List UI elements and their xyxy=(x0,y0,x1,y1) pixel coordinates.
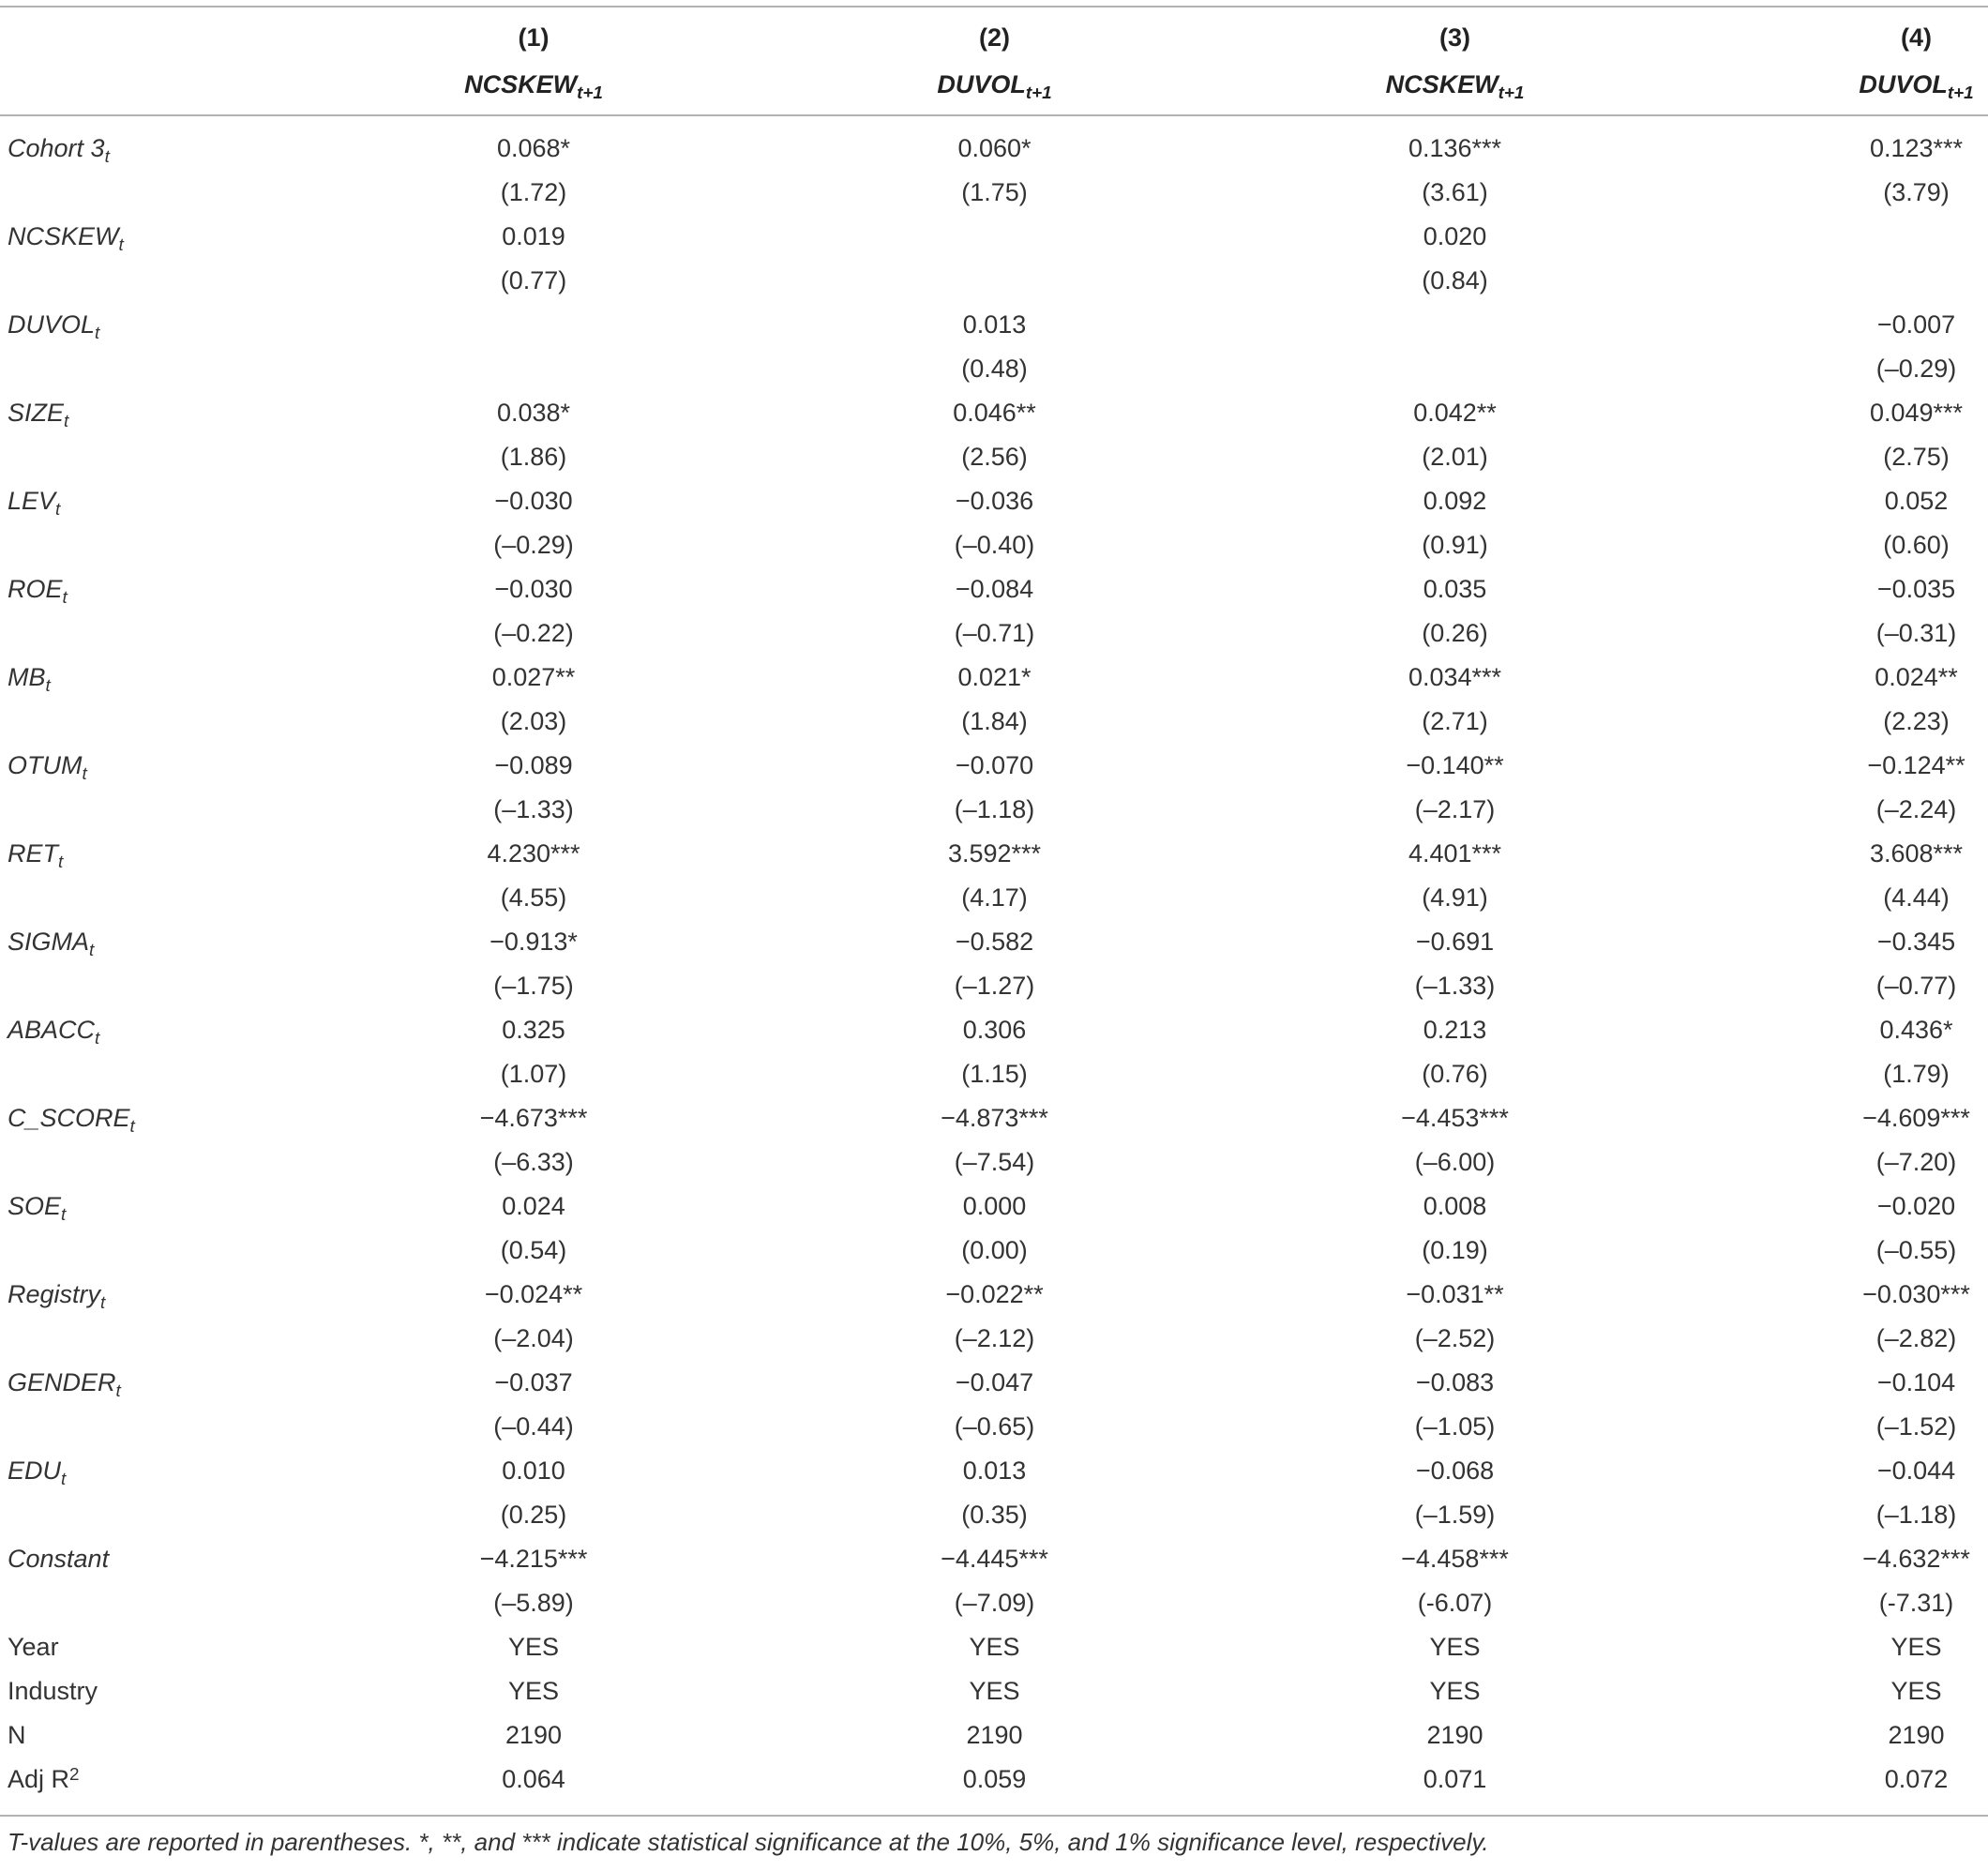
t-value-cell: (–6.00) xyxy=(1414,1148,1496,1176)
coefficient-row xyxy=(0,567,1988,611)
stat-cell: 2190 xyxy=(505,1721,563,1749)
coefficient-cell: 3.608*** xyxy=(1869,839,1964,868)
t-value-cell: (2.03) xyxy=(500,707,567,735)
coefficient-cell: 0.136*** xyxy=(1408,134,1502,162)
t-value-cell: (–0.40) xyxy=(954,531,1035,559)
t-value-cell: (0.77) xyxy=(500,266,567,294)
header-row-dependent-variables xyxy=(0,60,1988,116)
header-corner xyxy=(0,53,303,60)
subscript: t xyxy=(129,1117,135,1138)
column-number: (3) xyxy=(1439,23,1470,52)
t-value-cell: (0.91) xyxy=(1422,531,1488,559)
variable-name: DUVOL xyxy=(8,310,96,339)
superscript: 2 xyxy=(69,1764,80,1785)
variable-name: Registry xyxy=(8,1280,101,1308)
row-label xyxy=(0,575,303,609)
variable-name: Constant xyxy=(8,1545,110,1573)
subscript: t xyxy=(89,941,95,961)
row-label xyxy=(0,1765,303,1794)
coefficient-cell: 0.052 xyxy=(1884,487,1949,515)
coefficient-cell: 0.038* xyxy=(496,399,571,427)
t-value-cell: (-7.31) xyxy=(1878,1589,1954,1617)
t-value-cell: (1.84) xyxy=(961,707,1028,735)
t-value-cell: (–0.65) xyxy=(954,1412,1035,1441)
subscript: t xyxy=(118,235,124,256)
t-value-cell: (0.76) xyxy=(1422,1060,1488,1088)
t-value-cell: (–1.75) xyxy=(493,972,574,1000)
variable-name: RET xyxy=(8,839,58,868)
coefficient-cell: −0.582 xyxy=(955,928,1034,956)
t-value-cell: (4.91) xyxy=(1422,883,1488,912)
row-label xyxy=(0,1633,303,1662)
subscript: t xyxy=(104,147,110,168)
t-value-cell: (–2.17) xyxy=(1414,795,1496,823)
subscript: t+1 xyxy=(1947,83,1974,104)
coefficient-cell: 0.024 xyxy=(502,1192,565,1220)
t-value-row xyxy=(0,435,1988,479)
subscript: t xyxy=(95,1029,100,1049)
variable-name: C_SCORE xyxy=(8,1104,130,1132)
subscript: t+1 xyxy=(577,83,603,104)
coefficient-cell: −4.458*** xyxy=(1401,1545,1509,1573)
t-value-cell: (–0.22) xyxy=(493,619,574,647)
row-label xyxy=(0,134,303,168)
t-value-cell: (–0.71) xyxy=(954,619,1035,647)
t-value-cell: (–0.55) xyxy=(1875,1236,1957,1264)
subscript: t xyxy=(115,1381,121,1402)
coefficient-cell: −0.020 xyxy=(1876,1192,1956,1220)
t-value-cell: (1.75) xyxy=(961,178,1028,206)
t-value-row xyxy=(0,964,1988,1008)
row-label xyxy=(0,1368,303,1402)
subscript: t+1 xyxy=(1498,83,1525,104)
coefficient-row xyxy=(0,1184,1988,1229)
coefficient-cell: −4.215*** xyxy=(479,1545,588,1573)
row-label xyxy=(0,399,303,432)
t-value-cell: (1.07) xyxy=(500,1060,567,1088)
stat-cell: YES xyxy=(1890,1633,1942,1661)
t-value-cell: (-6.07) xyxy=(1417,1589,1493,1617)
coefficient-cell: −0.030 xyxy=(494,487,573,515)
t-value-cell: (–1.27) xyxy=(954,972,1035,1000)
subscript: t xyxy=(61,1470,67,1490)
t-value-cell: (0.26) xyxy=(1422,619,1488,647)
stat-cell: YES xyxy=(1429,1677,1481,1705)
t-value-row xyxy=(0,611,1988,656)
subscript: t xyxy=(58,853,64,873)
coefficient-cell: 0.123*** xyxy=(1869,134,1964,162)
coefficient-cell: 0.213 xyxy=(1423,1016,1487,1044)
coefficient-cell: 0.325 xyxy=(502,1016,565,1044)
t-value-cell: (–2.04) xyxy=(493,1324,574,1352)
coefficient-cell: −0.070 xyxy=(955,751,1034,779)
t-value-row xyxy=(0,259,1988,303)
variable-name: NCSKEW xyxy=(8,222,119,250)
coefficient-row xyxy=(0,1008,1988,1052)
variable-name: SIZE xyxy=(8,399,65,427)
coefficient-cell: −0.047 xyxy=(955,1368,1034,1396)
coefficient-cell: −0.044 xyxy=(1876,1456,1956,1485)
coefficient-cell: 0.049*** xyxy=(1869,399,1964,427)
t-value-row xyxy=(0,1317,1988,1361)
variable-name: SIGMA xyxy=(8,928,90,956)
t-value-cell: (–7.54) xyxy=(954,1148,1035,1176)
stat-cell: YES xyxy=(507,1677,560,1705)
coefficient-cell: 4.230*** xyxy=(487,839,580,868)
coefficient-row xyxy=(0,479,1988,523)
stat-cell: 0.072 xyxy=(1884,1765,1949,1793)
variable-name: ROE xyxy=(8,575,63,603)
row-label xyxy=(0,1677,303,1706)
coefficient-cell: 0.042** xyxy=(1413,399,1497,427)
t-value-row xyxy=(0,1581,1988,1625)
variable-name: SOE xyxy=(8,1192,62,1220)
t-value-row xyxy=(0,1140,1988,1184)
column-number: (1) xyxy=(518,23,550,52)
t-value-cell: (0.35) xyxy=(961,1501,1028,1529)
coefficient-row xyxy=(0,391,1988,435)
variable-name: LEV xyxy=(8,487,56,515)
coefficient-cell: −0.035 xyxy=(1876,575,1956,603)
stat-cell: YES xyxy=(969,1633,1020,1661)
row-label xyxy=(0,1280,303,1314)
t-value-cell: (–1.33) xyxy=(493,795,574,823)
coefficient-cell: −4.632*** xyxy=(1862,1545,1970,1573)
dependent-variable-name: NCSKEW xyxy=(1385,70,1499,98)
t-value-cell: (–7.20) xyxy=(1875,1148,1957,1176)
t-value-cell: (2.71) xyxy=(1422,707,1488,735)
coefficient-row xyxy=(0,1361,1988,1405)
row-label xyxy=(0,1104,303,1138)
stat-cell: YES xyxy=(1429,1633,1481,1661)
coefficient-cell: 0.060* xyxy=(957,134,1032,162)
row-label xyxy=(0,222,303,256)
t-value-cell: (3.79) xyxy=(1883,178,1950,206)
t-value-cell: (–7.09) xyxy=(954,1589,1035,1617)
coefficient-cell: 0.035 xyxy=(1423,575,1487,603)
t-value-cell: (0.84) xyxy=(1422,266,1488,294)
table-footnote: T-values are reported in parentheses. *, **, and *** indicate statistical significance at the 10%, 5%, and 1% significance level, respectively. xyxy=(8,1828,1489,1856)
coefficient-cell: 0.013 xyxy=(962,310,1027,339)
stat-name: N xyxy=(8,1721,26,1749)
subscript: t xyxy=(45,676,51,697)
coefficient-cell: 0.068* xyxy=(496,134,571,162)
stat-name: Adj R xyxy=(8,1765,70,1793)
stat-row xyxy=(0,1713,1988,1758)
subscript: t xyxy=(64,412,69,432)
coefficient-cell: 0.020 xyxy=(1423,222,1487,250)
stat-row xyxy=(0,1669,1988,1713)
header-row-numbers xyxy=(0,6,1988,60)
coefficient-cell: −0.345 xyxy=(1876,928,1956,956)
row-label xyxy=(0,1721,303,1750)
t-value-row xyxy=(0,1405,1988,1449)
t-value-cell: (4.55) xyxy=(500,883,567,912)
subscript: t xyxy=(100,1293,106,1314)
stat-row xyxy=(0,1758,1988,1802)
t-value-cell: (–6.33) xyxy=(493,1148,574,1176)
t-value-cell: (–5.89) xyxy=(493,1589,574,1617)
variable-name: MB xyxy=(8,663,46,691)
t-value-cell: (4.17) xyxy=(961,883,1028,912)
coefficient-cell: 0.021* xyxy=(957,663,1032,691)
t-value-cell: (1.79) xyxy=(1883,1060,1950,1088)
t-value-cell: (–1.33) xyxy=(1414,972,1496,1000)
stat-cell: 2190 xyxy=(1888,1721,1945,1749)
t-value-cell: (–0.31) xyxy=(1875,619,1957,647)
t-value-row xyxy=(0,876,1988,920)
t-value-cell: (–2.12) xyxy=(954,1324,1035,1352)
t-value-cell: (–2.82) xyxy=(1875,1324,1957,1352)
coefficient-cell: −0.068 xyxy=(1415,1456,1495,1485)
variable-name: Cohort 3 xyxy=(8,134,105,162)
row-label xyxy=(0,1192,303,1226)
dependent-variable-name: DUVOL xyxy=(937,70,1026,98)
coefficient-row xyxy=(0,1449,1988,1493)
header-corner xyxy=(0,60,303,70)
coefficient-cell: 0.092 xyxy=(1423,487,1487,515)
coefficient-cell: 0.046** xyxy=(953,399,1036,427)
subscript: t xyxy=(62,588,68,609)
row-label xyxy=(0,487,303,521)
subscript: t xyxy=(61,1205,67,1226)
coefficient-cell: 0.436* xyxy=(1879,1016,1953,1044)
row-label xyxy=(0,310,303,344)
coefficient-cell: −0.037 xyxy=(494,1368,573,1396)
t-value-cell: (2.56) xyxy=(961,443,1028,471)
t-value-row xyxy=(0,1493,1988,1537)
row-label xyxy=(0,663,303,697)
t-value-cell: (–2.24) xyxy=(1875,795,1957,823)
t-value-cell: (–2.52) xyxy=(1414,1324,1496,1352)
t-value-cell: (1.72) xyxy=(500,178,567,206)
column-number: (2) xyxy=(979,23,1010,52)
coefficient-cell: −0.691 xyxy=(1415,928,1495,956)
stat-row xyxy=(0,1625,1988,1669)
subscript: t xyxy=(55,500,61,521)
coefficient-row xyxy=(0,127,1988,171)
t-value-cell: (–1.05) xyxy=(1414,1412,1496,1441)
t-value-cell: (–0.29) xyxy=(493,531,574,559)
row-label xyxy=(0,751,303,785)
t-value-cell: (2.01) xyxy=(1422,443,1488,471)
row-label xyxy=(0,839,303,873)
t-value-cell: (–1.18) xyxy=(954,795,1035,823)
coefficient-cell: −4.445*** xyxy=(941,1545,1048,1573)
dependent-variable xyxy=(1685,60,1988,104)
t-value-cell: (2.75) xyxy=(1883,443,1950,471)
coefficient-cell: 0.000 xyxy=(962,1192,1027,1220)
coefficient-cell: −0.089 xyxy=(494,751,573,779)
t-value-row xyxy=(0,700,1988,744)
coefficient-cell: 0.008 xyxy=(1423,1192,1487,1220)
coefficient-cell: −4.609*** xyxy=(1862,1104,1970,1132)
t-value-cell: (–0.77) xyxy=(1875,972,1957,1000)
t-value-cell: (1.86) xyxy=(500,443,567,471)
coefficient-cell: 4.401*** xyxy=(1408,839,1502,868)
t-value-cell: (–0.29) xyxy=(1875,355,1957,383)
t-value-cell: (–1.18) xyxy=(1875,1501,1957,1529)
row-label xyxy=(0,928,303,961)
row-label xyxy=(0,1456,303,1490)
variable-name: EDU xyxy=(8,1456,62,1485)
coefficient-cell: 0.034*** xyxy=(1408,663,1502,691)
coefficient-cell: 3.592*** xyxy=(947,839,1042,868)
coefficient-row xyxy=(0,215,1988,259)
stat-cell: YES xyxy=(969,1677,1020,1705)
stat-cell: YES xyxy=(1890,1677,1942,1705)
t-value-row xyxy=(0,1229,1988,1273)
t-value-row xyxy=(0,347,1988,391)
coefficient-cell: 0.027** xyxy=(491,663,576,691)
t-value-cell: (–1.52) xyxy=(1875,1412,1957,1441)
stat-cell: 0.059 xyxy=(962,1765,1027,1793)
dependent-variable-name: NCSKEW xyxy=(464,70,578,98)
coefficient-row xyxy=(0,303,1988,347)
coefficient-row xyxy=(0,1096,1988,1140)
t-value-row xyxy=(0,1052,1988,1096)
subscript: t xyxy=(95,324,100,344)
coefficient-cell: −0.030*** xyxy=(1862,1280,1970,1308)
coefficient-cell: −0.104 xyxy=(1876,1368,1956,1396)
t-value-cell: (4.44) xyxy=(1883,883,1950,912)
coefficient-cell: −0.913* xyxy=(489,928,578,956)
coefficient-row xyxy=(0,656,1988,700)
coefficient-cell: 0.010 xyxy=(502,1456,565,1485)
row-label xyxy=(0,1016,303,1049)
coefficient-cell: 0.024** xyxy=(1875,663,1958,691)
coefficient-cell: 0.013 xyxy=(962,1456,1027,1485)
stat-cell: 0.071 xyxy=(1423,1765,1487,1793)
stat-cell: YES xyxy=(507,1633,560,1661)
coefficient-cell: 0.019 xyxy=(502,222,565,250)
coefficient-cell: −4.873*** xyxy=(941,1104,1048,1132)
t-value-cell: (0.54) xyxy=(500,1236,567,1264)
coefficient-cell: −0.030 xyxy=(494,575,573,603)
coefficient-row xyxy=(0,744,1988,788)
dependent-variable xyxy=(764,60,1225,104)
dependent-variable-name: DUVOL xyxy=(1859,70,1948,98)
t-value-row xyxy=(0,171,1988,215)
coefficient-cell: 0.306 xyxy=(962,1016,1027,1044)
t-value-cell: (0.60) xyxy=(1883,531,1950,559)
coefficient-row xyxy=(0,832,1988,876)
variable-name: OTUM xyxy=(8,751,83,779)
coefficient-cell: −0.031** xyxy=(1406,1280,1504,1308)
coefficient-cell: −0.084 xyxy=(955,575,1034,603)
coefficient-cell: −0.083 xyxy=(1415,1368,1495,1396)
t-value-row xyxy=(0,523,1988,567)
coefficient-cell: −0.124** xyxy=(1867,751,1965,779)
coefficient-cell: −0.007 xyxy=(1876,310,1956,339)
row-label xyxy=(0,1545,303,1574)
coefficient-cell: −0.024** xyxy=(484,1280,583,1308)
coefficient-cell: −4.673*** xyxy=(479,1104,588,1132)
table-body xyxy=(0,116,1988,1817)
stat-cell: 0.064 xyxy=(502,1765,565,1793)
stat-name: Industry xyxy=(8,1677,98,1705)
dependent-variable xyxy=(1225,60,1685,104)
t-value-cell: (0.25) xyxy=(500,1501,567,1529)
variable-name: ABACC xyxy=(8,1016,96,1044)
t-value-cell: (3.61) xyxy=(1422,178,1488,206)
coefficient-row xyxy=(0,920,1988,964)
coefficient-cell: −0.140** xyxy=(1406,751,1504,779)
subscript: t+1 xyxy=(1025,83,1052,104)
t-value-row xyxy=(0,788,1988,832)
coefficient-cell: −4.453*** xyxy=(1401,1104,1509,1132)
t-value-cell: (0.19) xyxy=(1422,1236,1488,1264)
variable-name: GENDER xyxy=(8,1368,116,1396)
stat-cell: 2190 xyxy=(1426,1721,1483,1749)
stat-cell: 2190 xyxy=(966,1721,1023,1749)
t-value-cell: (0.00) xyxy=(961,1236,1028,1264)
dependent-variable xyxy=(303,60,764,104)
t-value-cell: (2.23) xyxy=(1883,707,1950,735)
regression-table xyxy=(0,6,1988,1856)
subscript: t xyxy=(82,764,87,785)
stat-name: Year xyxy=(8,1633,59,1661)
t-value-cell: (0.48) xyxy=(961,355,1028,383)
coefficient-cell: −0.036 xyxy=(955,487,1034,515)
t-value-cell: (1.15) xyxy=(961,1060,1028,1088)
t-value-cell: (–0.44) xyxy=(493,1412,574,1441)
coefficient-row xyxy=(0,1273,1988,1317)
column-number: (4) xyxy=(1901,23,1932,52)
t-value-cell: (–1.59) xyxy=(1414,1501,1496,1529)
coefficient-row xyxy=(0,1537,1988,1581)
coefficient-cell: −0.022** xyxy=(945,1280,1044,1308)
